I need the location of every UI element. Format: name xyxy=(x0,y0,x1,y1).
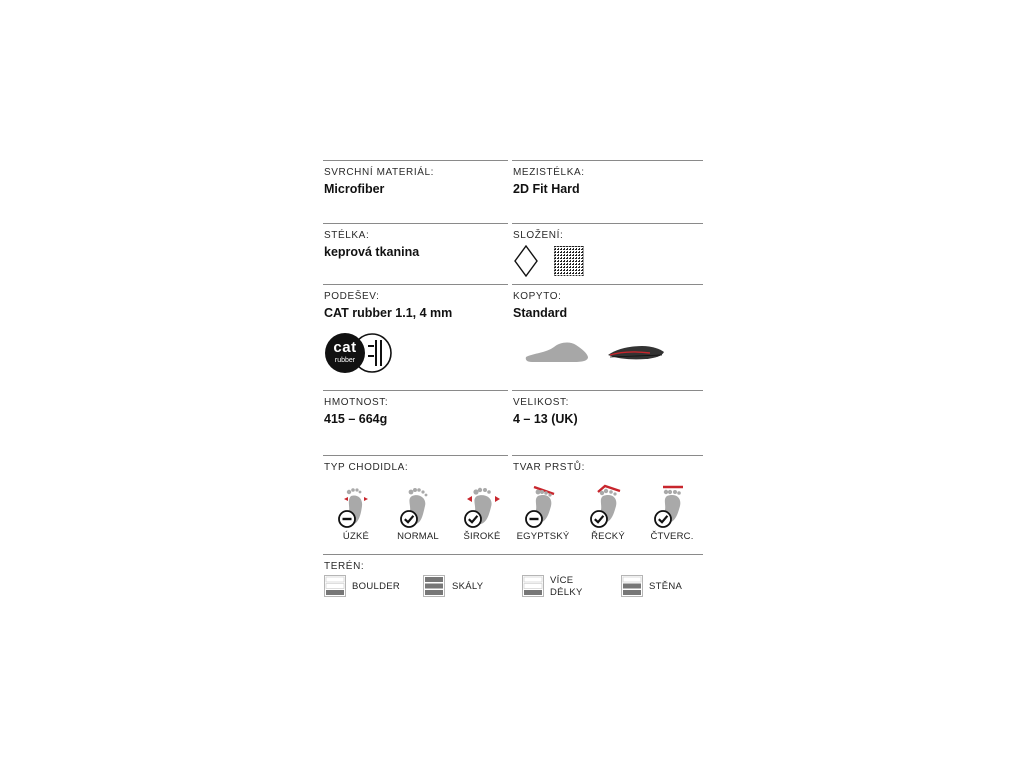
shoe-last-icon xyxy=(524,339,590,365)
cat-logo-text: cat xyxy=(333,339,357,356)
terrain-rocks: SKÁLY xyxy=(452,581,484,592)
spec-composition xyxy=(512,223,703,284)
cat-rubber-logo xyxy=(324,332,394,374)
foot-type-normal xyxy=(397,486,439,542)
foot-type-caption: ÚZKÉ xyxy=(342,531,370,542)
spec-upper xyxy=(323,160,508,223)
diamond-icon xyxy=(514,245,538,277)
spec-value: Microfiber xyxy=(324,182,385,196)
toe-shape-caption: EGYPTSKÝ xyxy=(516,531,570,542)
terrain-level-icon xyxy=(621,575,643,597)
terrain-multipitch-line1: VÍCE xyxy=(550,575,574,586)
check-status-icon xyxy=(654,510,672,528)
spec-midsole xyxy=(512,160,703,223)
foot-type-section xyxy=(323,455,508,554)
spec-label: KOPYTO: xyxy=(513,291,562,302)
toe-shape-section xyxy=(512,455,703,554)
spec-sole xyxy=(323,284,508,390)
terrain-level-icon xyxy=(324,575,346,597)
spec-label: SVRCHNÍ MATERIÁL: xyxy=(324,167,435,178)
spec-sheet xyxy=(323,160,703,610)
spec-value: keprová tkanina xyxy=(324,245,420,259)
spec-size xyxy=(512,390,703,455)
spec-label: PODEŠEV: xyxy=(324,291,380,302)
last-profile-icon xyxy=(606,343,666,363)
minus-status-icon xyxy=(338,510,356,528)
cat-logo-subtext: rubber xyxy=(334,357,356,364)
toe-shape-caption: ČTVERC. xyxy=(650,531,694,542)
terrain-level-icon xyxy=(522,575,544,597)
minus-status-icon xyxy=(525,510,543,528)
foot-type-caption: NORMAL xyxy=(397,531,439,542)
check-status-icon xyxy=(400,510,418,528)
spec-value: CAT rubber 1.1, 4 mm xyxy=(324,306,453,320)
spec-label: MEZISTÉLKA: xyxy=(513,167,585,178)
terrain-label: TERÉN: xyxy=(324,561,365,572)
spec-value: Standard xyxy=(513,306,568,320)
spec-value: 2D Fit Hard xyxy=(513,182,580,196)
spec-label: HMOTNOST: xyxy=(324,397,389,408)
spec-weight xyxy=(323,390,508,455)
foot-type-label: TYP CHODIDLA: xyxy=(324,462,409,473)
toe-shape-egyptian xyxy=(516,482,570,542)
spec-label: VELIKOST: xyxy=(513,397,569,408)
terrain-section xyxy=(323,554,703,607)
terrain-multipitch-line2: DÉLKY xyxy=(550,587,583,598)
spec-value: 4 – 13 (UK) xyxy=(513,412,578,426)
check-status-icon xyxy=(590,510,608,528)
mesh-fabric-icon xyxy=(554,246,584,276)
toe-shape-label: TVAR PRSTŮ: xyxy=(513,462,585,473)
terrain-wall: STĚNA xyxy=(649,581,683,592)
spec-label: SLOŽENÍ: xyxy=(513,230,564,241)
terrain-boulder: BOULDER xyxy=(352,581,401,592)
foot-type-wide xyxy=(463,486,501,542)
toe-shape-square xyxy=(650,482,694,542)
foot-type-caption: ŠIROKÉ xyxy=(463,531,501,542)
terrain-level-icon xyxy=(423,575,445,597)
check-status-icon xyxy=(464,510,482,528)
toe-shape-caption: ŘECKÝ xyxy=(591,531,625,542)
spec-label: STÉLKA: xyxy=(324,230,370,241)
toe-shape-greek xyxy=(591,482,625,542)
spec-last xyxy=(512,284,703,390)
spec-insole xyxy=(323,223,508,284)
spec-value: 415 – 664g xyxy=(324,412,388,426)
foot-type-narrow xyxy=(341,486,371,542)
